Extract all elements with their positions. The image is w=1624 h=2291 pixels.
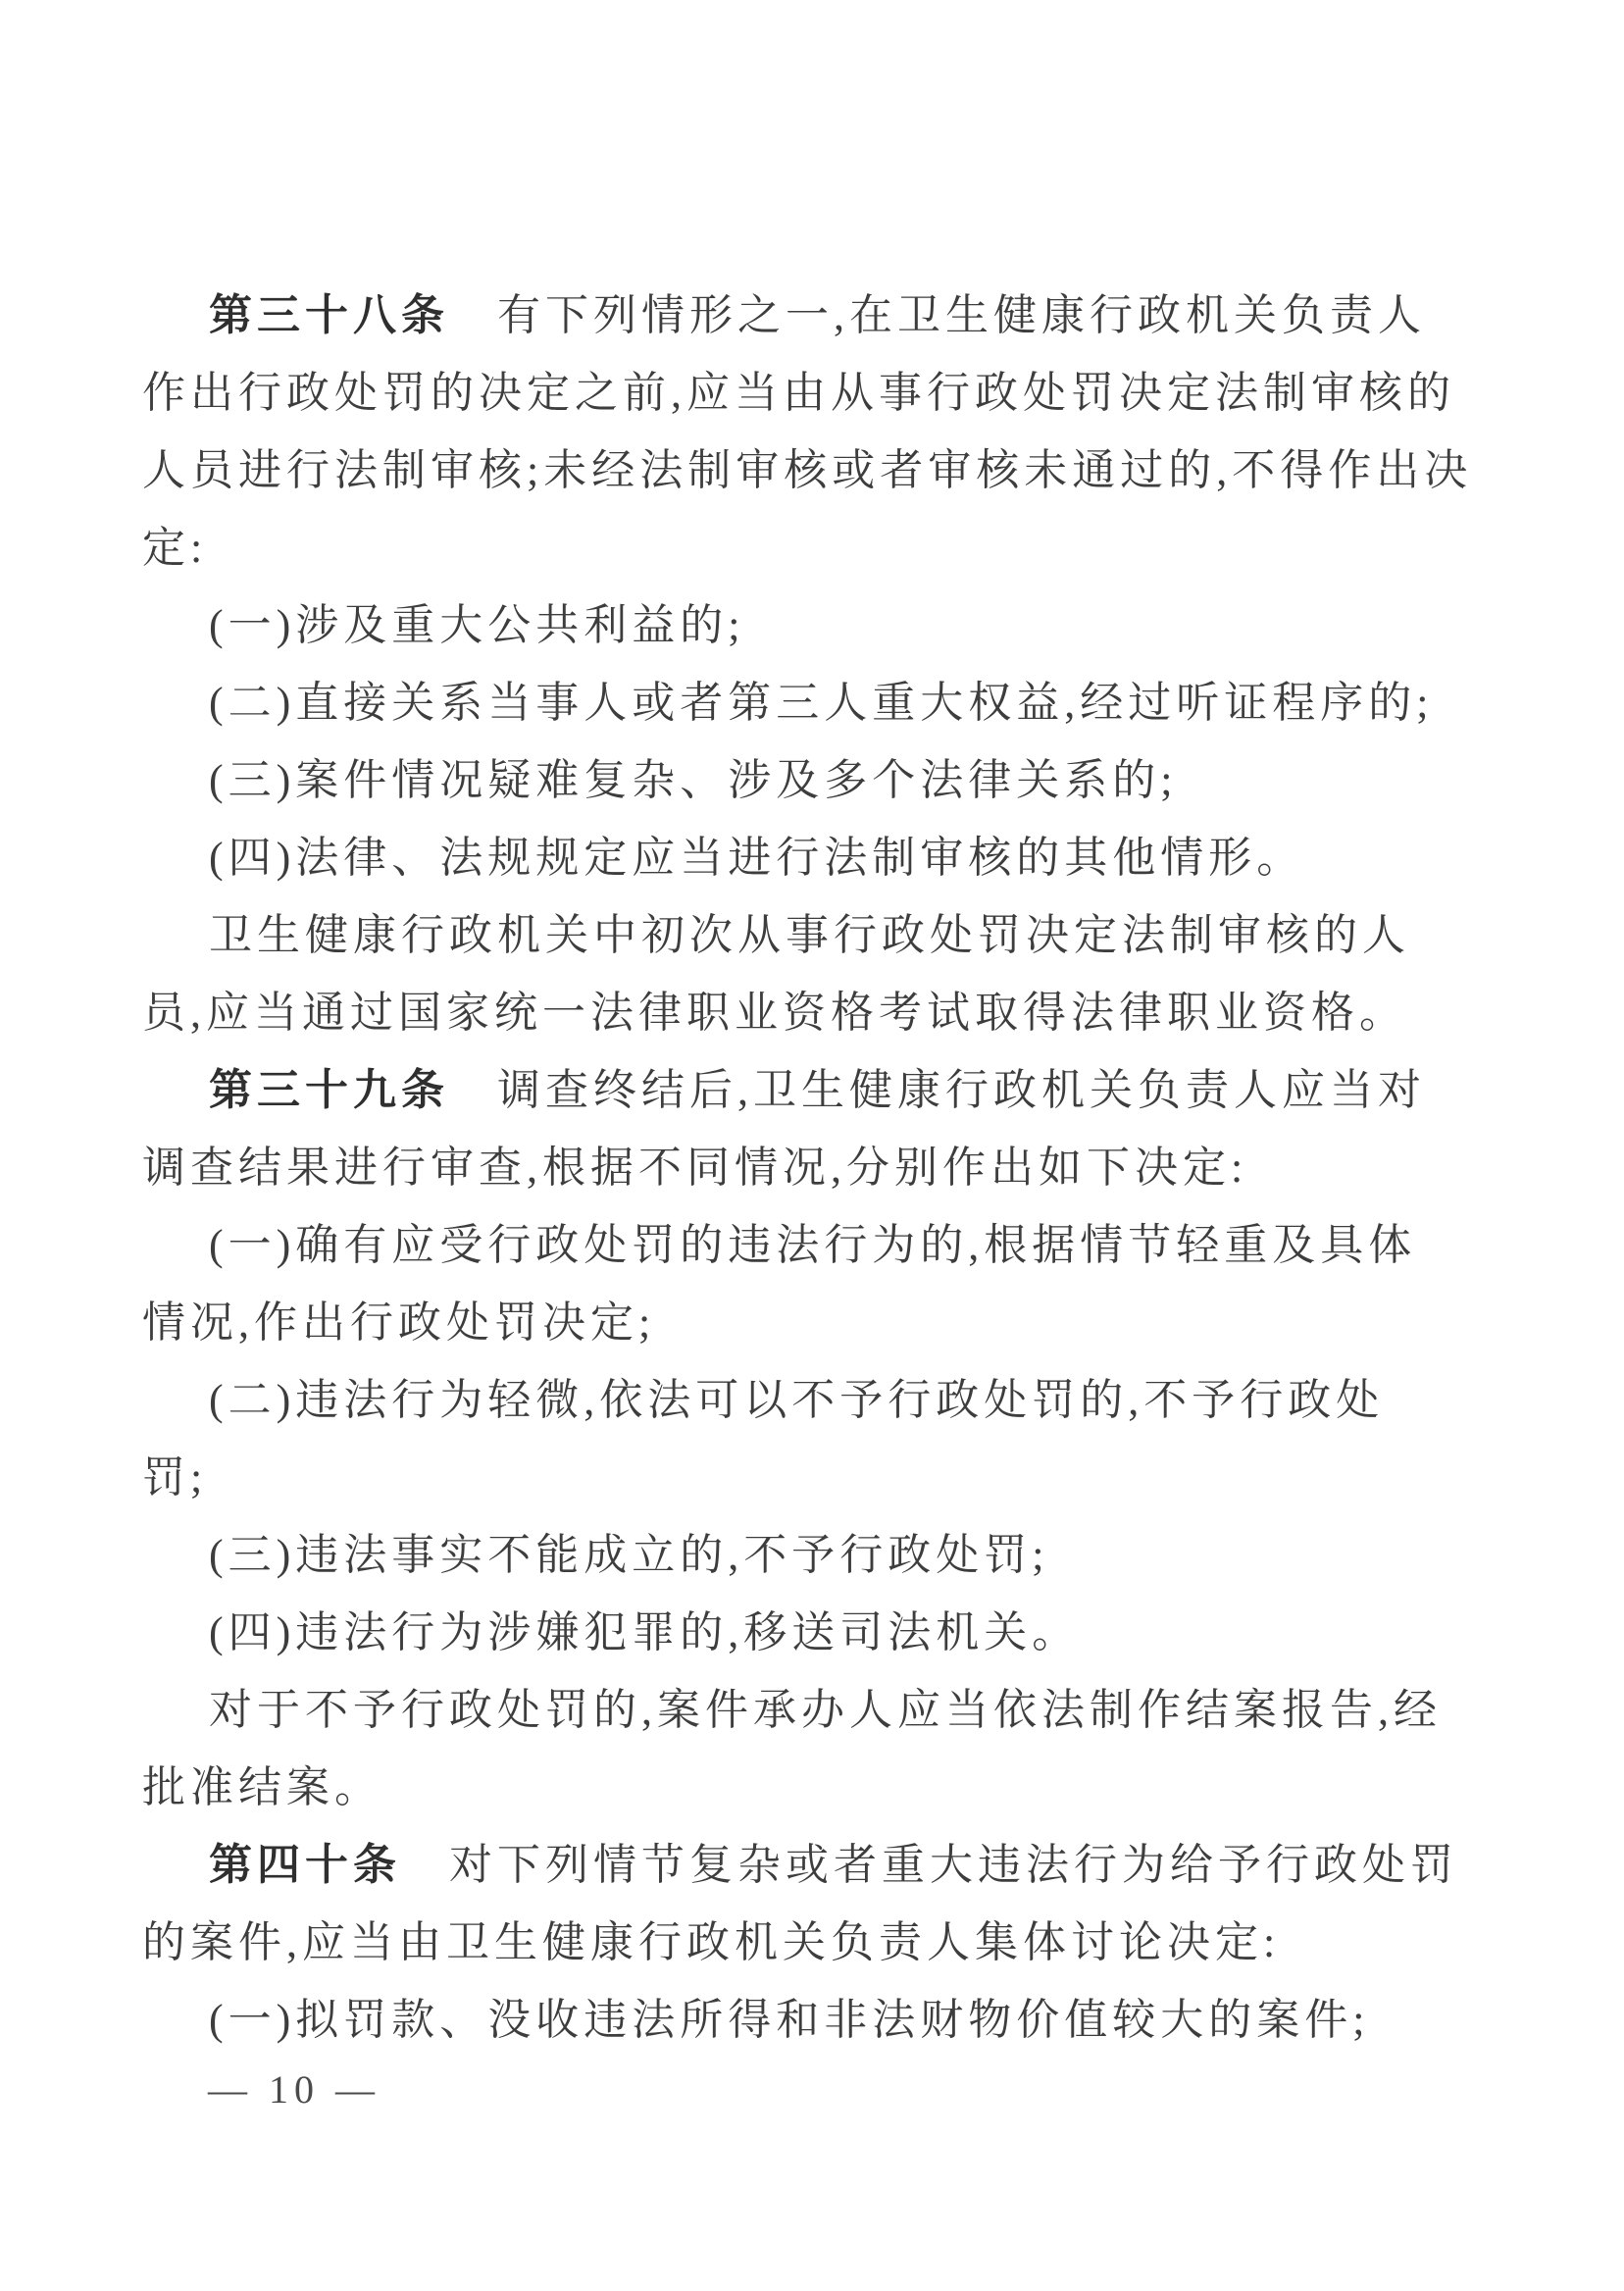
text-line <box>142 1206 1446 1284</box>
text-line <box>142 354 1455 432</box>
text-segment: 批准结案。 <box>142 1763 382 1811</box>
text-line <box>142 1671 1446 1749</box>
text-line <box>142 1439 1446 1516</box>
text-segment: 罚; <box>142 1453 208 1502</box>
article-38-item-3 <box>142 741 1446 819</box>
article-39-item-2 <box>142 1361 1446 1516</box>
text-line <box>142 1981 1446 2059</box>
article-38-intro <box>142 277 1473 586</box>
text-line <box>142 819 1446 896</box>
text-segment: (二)违法行为轻微,依法可以不予行政处罚的,不予行政处 <box>209 1376 1385 1424</box>
text-line <box>142 1594 1446 1671</box>
text-line <box>142 1749 1446 1826</box>
text-line <box>142 1516 1446 1594</box>
article-39-para-2 <box>142 1671 1446 1826</box>
text-segment: 的案件,应当由卫生健康行政机关负责人集体讨论决定: <box>142 1918 1281 1966</box>
text-segment: 定: <box>142 524 208 572</box>
text-segment: 对于不予行政处罚的,案件承办人应当依法制作结案报告,经 <box>209 1686 1442 1734</box>
text-segment: (二)直接关系当事人或者第三人重大权益,经过听证程序的; <box>209 679 1434 727</box>
text-line <box>142 1361 1446 1439</box>
article-40-intro <box>142 1826 1458 1981</box>
text-segment: (一)涉及重大公共利益的; <box>209 601 745 649</box>
text-line <box>142 974 1446 1051</box>
text-line <box>142 896 1446 974</box>
text-segment: 调查结果进行审查,根据不同情况,分别作出如下决定: <box>142 1144 1248 1192</box>
text-line <box>142 1284 1446 1361</box>
text-segment: (三)违法事实不能成立的,不予行政处罚; <box>209 1531 1049 1579</box>
text-segment: 对下列情节复杂或者重大违法行为给予行政处罚 <box>401 1841 1458 1889</box>
text-line <box>142 1129 1446 1206</box>
text-line <box>142 586 1446 664</box>
article-number: 第三十九条 <box>209 1066 449 1114</box>
article-39-item-4 <box>142 1594 1446 1671</box>
text-segment: (四)法律、法规规定应当进行法制审核的其他情形。 <box>209 834 1305 882</box>
article-number: 第四十条 <box>209 1841 401 1889</box>
article-39-item-3 <box>142 1516 1446 1594</box>
text-line <box>142 277 1446 354</box>
text-segment: (一)拟罚款、没收违法所得和非法财物价值较大的案件; <box>209 1996 1370 2044</box>
text-segment: (四)违法行为涉嫌犯罪的,移送司法机关。 <box>209 1608 1081 1656</box>
text-segment: 员,应当通过国家统一法律职业资格考试取得法律职业资格。 <box>142 989 1407 1037</box>
text-segment: 作出行政处罚的决定之前,应当由从事行政处罚决定法制审核的 <box>142 369 1455 417</box>
text-segment: 人员进行法制审核;未经法制审核或者审核未通过的,不得作出决 <box>142 446 1473 494</box>
text-line <box>142 432 1473 509</box>
page-number: — 10 — <box>208 2067 381 2112</box>
article-40-item-1 <box>142 1981 1446 2059</box>
text-segment: (一)确有应受行政处罚的违法行为的,根据情节轻重及具体 <box>209 1221 1417 1269</box>
article-38-item-1 <box>142 586 1446 664</box>
text-line <box>142 741 1446 819</box>
article-39-item-1 <box>142 1206 1446 1361</box>
text-segment: 情况,作出行政处罚决定; <box>142 1298 656 1347</box>
text-segment: (三)案件情况疑难复杂、涉及多个法律关系的; <box>209 756 1178 804</box>
article-38-item-4 <box>142 819 1446 896</box>
text-segment: 卫生健康行政机关中初次从事行政处罚决定法制审核的人 <box>209 911 1410 959</box>
text-line <box>142 1904 1446 1981</box>
article-38-item-2 <box>142 664 1446 741</box>
document-text-block <box>142 277 1473 2059</box>
article-39-intro <box>142 1051 1446 1206</box>
text-line <box>142 1051 1446 1129</box>
text-segment: 调查终结后,卫生健康行政机关负责人应当对 <box>449 1066 1426 1114</box>
article-number: 第三十八条 <box>209 291 449 339</box>
text-line <box>142 664 1446 741</box>
text-line <box>142 509 1446 586</box>
article-38-para-2 <box>142 896 1446 1051</box>
text-segment: 有下列情形之一,在卫生健康行政机关负责人 <box>449 291 1426 339</box>
text-line <box>142 1826 1458 1904</box>
